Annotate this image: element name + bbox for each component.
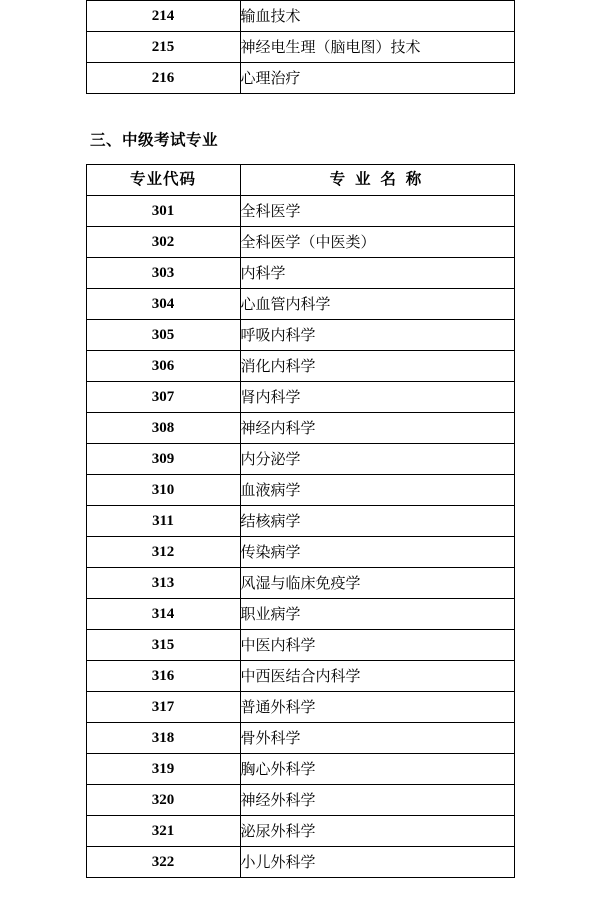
specialty-name: 小儿外科学 — [240, 847, 514, 878]
table-row — [86, 63, 514, 94]
specialty-code: 312 — [86, 537, 240, 568]
specialty-code: 303 — [86, 258, 240, 289]
table-row — [86, 320, 514, 351]
specialty-name: 呼吸内科学 — [240, 320, 514, 351]
section-heading-container — [86, 94, 514, 164]
specialty-code: 304 — [86, 289, 240, 320]
specialty-code: 301 — [86, 196, 240, 227]
specialty-name: 全科医学（中医类） — [240, 227, 514, 258]
specialty-name: 泌尿外科学 — [240, 816, 514, 847]
specialty-name: 血液病学 — [240, 475, 514, 506]
specialty-code: 305 — [86, 320, 240, 351]
specialty-code: 322 — [86, 847, 240, 878]
specialty-name: 心理治疗 — [240, 63, 514, 94]
section-heading: 三、中级考试专业 — [90, 130, 219, 149]
specialty-code: 319 — [86, 754, 240, 785]
specialty-name: 传染病学 — [240, 537, 514, 568]
intermediate-specialty-table — [86, 164, 515, 878]
specialty-code: 216 — [86, 63, 240, 94]
specialty-code: 215 — [86, 32, 240, 63]
table-row — [86, 258, 514, 289]
table-row — [86, 227, 514, 258]
table-header — [86, 165, 514, 196]
specialty-name: 神经外科学 — [240, 785, 514, 816]
table-row — [86, 382, 514, 413]
specialty-code: 318 — [86, 723, 240, 754]
specialty-name: 胸心外科学 — [240, 754, 514, 785]
table-row — [86, 754, 514, 785]
specialty-name: 职业病学 — [240, 599, 514, 630]
table-row — [86, 599, 514, 630]
intermediate-table-body — [86, 196, 514, 878]
continued-table-body — [86, 1, 514, 94]
table-row — [86, 723, 514, 754]
specialty-code: 314 — [86, 599, 240, 630]
specialty-name: 消化内科学 — [240, 351, 514, 382]
specialty-code: 320 — [86, 785, 240, 816]
specialty-name: 普通外科学 — [240, 692, 514, 723]
specialty-name: 中医内科学 — [240, 630, 514, 661]
table-row — [86, 785, 514, 816]
specialty-code: 313 — [86, 568, 240, 599]
table-row — [86, 816, 514, 847]
table-row — [86, 630, 514, 661]
top-table-container — [0, 0, 600, 94]
table-row — [86, 351, 514, 382]
table-row — [86, 568, 514, 599]
column-header-code: 专业代码 — [86, 165, 240, 196]
specialty-code: 309 — [86, 444, 240, 475]
specialty-code: 321 — [86, 816, 240, 847]
specialty-name: 神经内科学 — [240, 413, 514, 444]
specialty-code: 308 — [86, 413, 240, 444]
table-row — [86, 196, 514, 227]
table-row — [86, 444, 514, 475]
specialty-name: 全科医学 — [240, 196, 514, 227]
table-row — [86, 289, 514, 320]
column-header-name: 专 业 名 称 — [240, 165, 514, 196]
table-row — [86, 661, 514, 692]
table-row — [86, 413, 514, 444]
specialty-name: 神经电生理（脑电图）技术 — [240, 32, 514, 63]
specialty-name: 内分泌学 — [240, 444, 514, 475]
specialty-code: 310 — [86, 475, 240, 506]
specialty-code: 316 — [86, 661, 240, 692]
specialty-name: 输血技术 — [240, 1, 514, 32]
table-row — [86, 506, 514, 537]
table-row — [86, 537, 514, 568]
specialty-name: 结核病学 — [240, 506, 514, 537]
table-header-row — [86, 165, 514, 196]
specialty-code: 315 — [86, 630, 240, 661]
specialty-name: 肾内科学 — [240, 382, 514, 413]
table-row — [86, 847, 514, 878]
specialty-code: 307 — [86, 382, 240, 413]
table-row — [86, 1, 514, 32]
continued-specialty-table — [86, 0, 515, 94]
specialty-name: 心血管内科学 — [240, 289, 514, 320]
table-row — [86, 32, 514, 63]
specialty-name: 风湿与临床免疫学 — [240, 568, 514, 599]
specialty-code: 306 — [86, 351, 240, 382]
table-row — [86, 692, 514, 723]
specialty-code: 311 — [86, 506, 240, 537]
specialty-code: 317 — [86, 692, 240, 723]
specialty-name: 内科学 — [240, 258, 514, 289]
specialty-code: 302 — [86, 227, 240, 258]
specialty-code: 214 — [86, 1, 240, 32]
specialty-name: 中西医结合内科学 — [240, 661, 514, 692]
table-row — [86, 475, 514, 506]
specialty-name: 骨外科学 — [240, 723, 514, 754]
